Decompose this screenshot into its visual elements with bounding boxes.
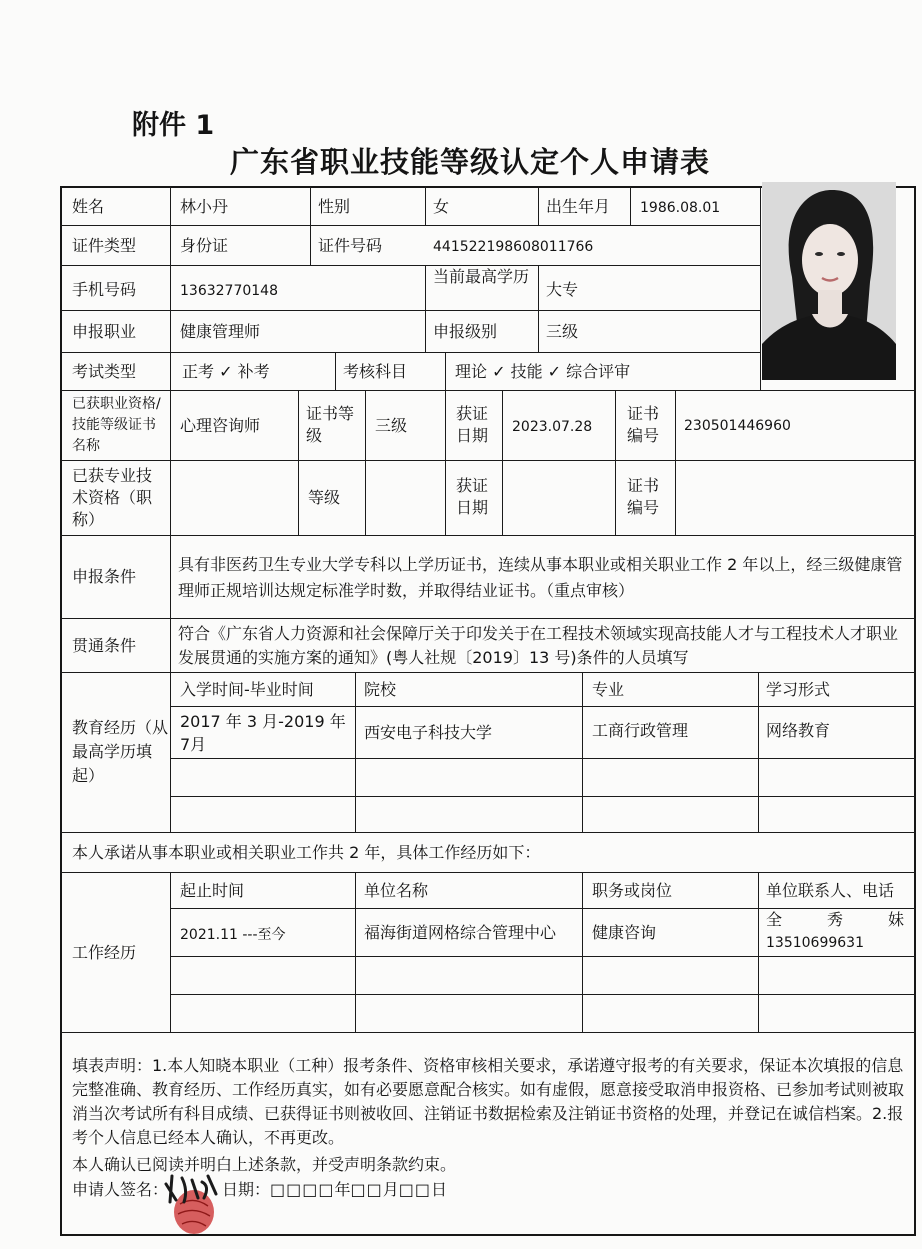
attachment-label: 附件 1	[132, 110, 215, 141]
exam-subject-value: 理论 ✓ 技能 ✓ 综合评审	[455, 362, 631, 381]
row-divider	[170, 758, 916, 759]
edu-header-mode: 学习形式	[766, 680, 831, 699]
birth-label: 出生年月	[546, 197, 611, 216]
exam-subject-label: 考核科目	[343, 362, 408, 381]
row-divider	[170, 796, 916, 797]
sign-label: 申请人签名：	[72, 1180, 169, 1199]
sign-date-label: 日期：	[222, 1180, 271, 1199]
form-title: 广东省职业技能等级认定个人申请表	[230, 145, 711, 179]
cert-no-label: 证书编号	[627, 404, 660, 445]
cert-grade: 三级	[375, 416, 408, 435]
col-divider	[355, 672, 356, 833]
row-divider	[60, 310, 760, 311]
name-label: 姓名	[72, 197, 105, 216]
row-divider	[60, 1032, 916, 1033]
gender-label: 性别	[318, 197, 351, 216]
id-no-label: 证件号码	[318, 236, 383, 255]
tech-no-label: 证书编号	[627, 476, 660, 517]
birth-value: 1986.08.01	[640, 200, 721, 216]
tech-grade-label: 等级	[308, 488, 341, 507]
row-divider	[60, 390, 916, 391]
edu-period: 2017 年 3 月-2019 年 7月	[180, 712, 346, 754]
col-divider	[675, 390, 676, 535]
col-divider	[310, 225, 311, 266]
edu-header-period: 入学时间-毕业时间	[180, 680, 314, 699]
month-boxes: □□	[350, 1180, 383, 1199]
education-label: 教育经历（从最高学历填起）	[72, 718, 169, 785]
work-unit: 福海街道网格综合管理中心	[364, 923, 557, 942]
row-divider	[170, 706, 916, 707]
row-divider	[170, 994, 916, 995]
cert-name: 心理咨询师	[180, 416, 261, 435]
col-divider	[538, 265, 539, 353]
col-divider	[170, 186, 171, 535]
apply-condition-label: 申报条件	[72, 567, 137, 586]
year-boxes: □□□□	[270, 1180, 335, 1199]
cert-date-label: 获证日期	[456, 404, 489, 445]
edu-header-major: 专业	[592, 680, 625, 699]
col-divider	[758, 672, 759, 833]
work-contact-name: 全秀妹	[766, 910, 904, 929]
col-divider	[758, 872, 759, 1033]
row-divider	[60, 460, 916, 461]
work-contact-phone: 13510699631	[766, 935, 864, 951]
id-no-value: 441522198608011766	[433, 239, 594, 255]
edu-label: 当前最高学历	[433, 267, 530, 286]
edu-header-school: 院校	[364, 680, 397, 699]
col-divider	[170, 535, 171, 833]
edu-school: 西安电子科技大学	[364, 723, 493, 742]
edu-mode: 网络教育	[766, 721, 831, 740]
col-divider	[445, 390, 446, 535]
col-divider	[502, 390, 503, 535]
work-header-unit: 单位名称	[364, 881, 429, 900]
col-divider	[582, 872, 583, 1033]
work-header-contact: 单位联系人、电话	[766, 881, 895, 900]
col-divider	[310, 186, 311, 226]
col-divider	[760, 186, 761, 391]
work-header-period: 起止时间	[180, 881, 245, 900]
name-value: 林小丹	[180, 197, 229, 216]
phone-label: 手机号码	[72, 280, 137, 299]
day-unit: 日	[430, 1180, 447, 1199]
declaration-confirm: 本人确认已阅读并明白上述条款，并受声明条款约束。	[72, 1155, 457, 1174]
col-divider	[615, 390, 616, 535]
id-type-value: 身份证	[180, 236, 229, 255]
row-divider	[60, 352, 760, 353]
row-divider	[60, 832, 916, 833]
work-post: 健康咨询	[592, 923, 657, 942]
col-divider	[298, 390, 299, 535]
phone-value: 13632770148	[180, 283, 278, 299]
col-divider	[538, 186, 539, 226]
col-divider	[425, 265, 426, 353]
row-divider	[60, 535, 916, 536]
work-label: 工作经历	[72, 943, 137, 962]
tech-label: 已获专业技术资格（职称）	[72, 466, 153, 529]
row-divider	[60, 225, 760, 226]
level-value: 三级	[546, 322, 579, 341]
through-condition-label: 贯通条件	[72, 636, 137, 655]
row-divider	[60, 672, 916, 673]
applicant-photo	[762, 182, 896, 380]
exam-type-label: 考试类型	[72, 362, 137, 381]
work-promise: 本人承诺从事本职业或相关职业工作共 2 年，具体工作经历如下：	[72, 843, 541, 862]
id-type-label: 证件类型	[72, 236, 137, 255]
cert-grade-label: 证书等级	[306, 404, 355, 445]
exam-type-value: 正考 ✓ 补考	[182, 362, 270, 381]
col-divider	[355, 872, 356, 1033]
month-unit: 月	[382, 1180, 399, 1199]
gender-value: 女	[433, 197, 450, 216]
work-period: 2021.11 ---至今	[180, 927, 286, 943]
col-divider	[445, 352, 446, 391]
edu-value: 大专	[546, 280, 579, 299]
col-divider	[425, 186, 426, 226]
job-value: 健康管理师	[180, 322, 261, 341]
tech-date-label: 获证日期	[456, 476, 489, 517]
col-divider	[170, 872, 171, 1033]
cert-date: 2023.07.28	[512, 419, 593, 435]
col-divider	[630, 186, 631, 226]
job-label: 申报职业	[72, 322, 137, 341]
edu-major: 工商行政管理	[592, 721, 689, 740]
apply-condition-text: 具有非医药卫生专业大学专科以上学历证书，连续从事本职业或相关职业工作 2 年以上，经三级健康管理师正规培训达规定标准学时数，并取得结业证书。（重点审核）	[178, 555, 903, 600]
row-divider	[170, 956, 916, 957]
cert-label: 已获职业资格/技能等级证书名称	[72, 396, 161, 454]
level-label: 申报级别	[433, 322, 498, 341]
work-header-post: 职务或岗位	[592, 881, 673, 900]
declaration-text: 填表声明：1.本人知晓本职业（工种）报考条件、资格审核相关要求，承诺遵守报考的有关要求，保证本次填报的信息完整准确、教育经历、工作经历真实，如有必要愿意配合核实。如有虚假，愿意接受取消申报资格、已参加考试则被取消当次考试所有科目成绩、已获得证书则被收回、注销证书数据检索及注销证书资格的处理，并登记在诚信档案。2.报考个人信息已经本人确认，不再更改。	[72, 1056, 905, 1147]
day-boxes: □□	[398, 1180, 431, 1199]
date-boxes	[270, 1179, 447, 1201]
col-divider	[582, 672, 583, 833]
col-divider	[365, 390, 366, 535]
row-divider	[60, 618, 916, 619]
col-divider	[335, 352, 336, 391]
through-condition-text: 符合《广东省人力资源和社会保障厅关于印发关于在工程技术领域实现高技能人才与工程技术人才职业发展贯通的实施方案的通知》(粤人社规〔2019〕13 号)条件的人员填写	[178, 624, 899, 667]
row-divider	[60, 265, 760, 266]
cert-no: 230501446960	[684, 418, 791, 434]
year-unit: 年	[334, 1180, 351, 1199]
row-divider	[60, 872, 916, 873]
